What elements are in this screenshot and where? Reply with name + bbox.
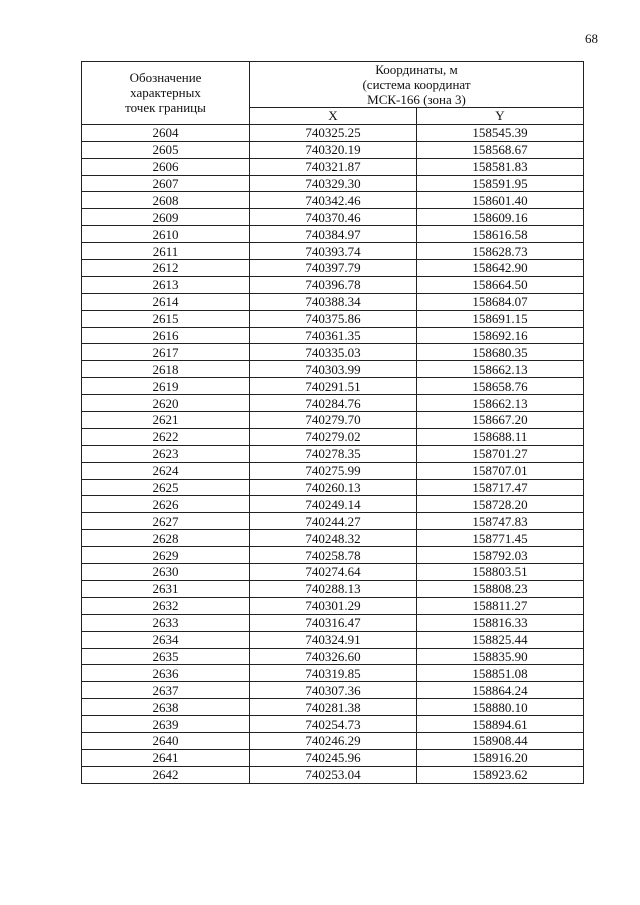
y-coordinate-cell: 158908.44 [417,732,584,749]
x-coordinate-cell: 740249.14 [250,496,417,513]
table-row [82,209,584,226]
table-row [82,361,584,378]
y-coordinate-cell: 158691.15 [417,310,584,327]
table-row [82,682,584,699]
point-id-cell: 2623 [82,445,250,462]
x-coordinate-cell: 740320.19 [250,141,417,158]
point-id-cell: 2619 [82,378,250,395]
point-id-cell: 2630 [82,564,250,581]
x-coordinate-cell: 740388.34 [250,293,417,310]
x-coordinate-cell: 740324.91 [250,631,417,648]
y-coordinate-cell: 158816.33 [417,614,584,631]
table-row [82,564,584,581]
table-row [82,141,584,158]
x-coordinate-cell: 740393.74 [250,243,417,260]
point-id-cell: 2636 [82,665,250,682]
y-coordinate-cell: 158568.67 [417,141,584,158]
point-id-cell: 2628 [82,530,250,547]
point-id-cell: 2638 [82,699,250,716]
table-row [82,192,584,209]
table-row [82,344,584,361]
table-row [82,530,584,547]
page-number: 68 [585,31,598,46]
table-row [82,462,584,479]
coordinates-table [81,61,584,784]
y-coordinate-cell: 158808.23 [417,580,584,597]
x-coordinate-cell: 740325.25 [250,124,417,141]
y-coordinate-cell: 158680.35 [417,344,584,361]
y-coordinate-cell: 158923.62 [417,766,584,783]
table-row [82,395,584,412]
point-id-cell: 2611 [82,243,250,260]
table-row [82,226,584,243]
table-row [82,648,584,665]
x-coordinate-cell: 740246.29 [250,732,417,749]
x-coordinate-cell: 740396.78 [250,276,417,293]
x-coordinate-cell: 740274.64 [250,564,417,581]
x-coordinate-cell: 740370.46 [250,209,417,226]
y-coordinate-cell: 158692.16 [417,327,584,344]
point-id-cell: 2609 [82,209,250,226]
point-id-cell: 2616 [82,327,250,344]
table-row [82,243,584,260]
x-coordinate-cell: 740284.76 [250,395,417,412]
table-row [82,327,584,344]
y-coordinate-cell: 158835.90 [417,648,584,665]
point-id-cell: 2608 [82,192,250,209]
table-row [82,580,584,597]
point-id-cell: 2614 [82,293,250,310]
point-id-cell: 2618 [82,361,250,378]
point-id-cell: 2615 [82,310,250,327]
y-coordinate-cell: 158880.10 [417,699,584,716]
y-coordinate-cell: 158662.13 [417,361,584,378]
x-coordinate-cell: 740316.47 [250,614,417,631]
x-coordinate-cell: 740279.02 [250,428,417,445]
point-id-cell: 2634 [82,631,250,648]
point-id-cell: 2605 [82,141,250,158]
x-coordinate-cell: 740281.38 [250,699,417,716]
y-coordinate-cell: 158664.50 [417,276,584,293]
table-row [82,749,584,766]
y-coordinate-cell: 158747.83 [417,513,584,530]
table-row [82,513,584,530]
x-coordinate-cell: 740361.35 [250,327,417,344]
table-body [82,124,584,783]
point-id-cell: 2627 [82,513,250,530]
point-id-cell: 2621 [82,412,250,429]
x-coordinate-cell: 740329.30 [250,175,417,192]
table-row [82,276,584,293]
x-coordinate-cell: 740301.29 [250,597,417,614]
y-coordinate-cell: 158717.47 [417,479,584,496]
x-coordinate-cell: 740245.96 [250,749,417,766]
table-row [82,766,584,783]
y-coordinate-cell: 158684.07 [417,293,584,310]
table-row [82,597,584,614]
point-id-cell: 2624 [82,462,250,479]
y-coordinate-cell: 158581.83 [417,158,584,175]
point-id-cell: 2641 [82,749,250,766]
y-coordinate-cell: 158658.76 [417,378,584,395]
point-id-cell: 2604 [82,124,250,141]
x-coordinate-cell: 740260.13 [250,479,417,496]
point-id-cell: 2635 [82,648,250,665]
point-id-cell: 2613 [82,276,250,293]
table-row [82,614,584,631]
y-coordinate-cell: 158545.39 [417,124,584,141]
table-row [82,310,584,327]
table-row [82,547,584,564]
x-coordinate-cell: 740258.78 [250,547,417,564]
table-row [82,260,584,277]
table-row [82,479,584,496]
x-column-header: X [250,108,417,125]
point-id-cell: 2610 [82,226,250,243]
y-coordinate-cell: 158803.51 [417,564,584,581]
y-coordinate-cell: 158616.58 [417,226,584,243]
coordinates-header-text: Координаты, м (система координат МСК-166 (зона 3) [362,62,471,107]
y-coordinate-cell: 158628.73 [417,243,584,260]
x-coordinate-cell: 740321.87 [250,158,417,175]
point-id-cell: 2625 [82,479,250,496]
x-coordinate-cell: 740275.99 [250,462,417,479]
x-coordinate-cell: 740303.99 [250,361,417,378]
table-row [82,175,584,192]
y-coordinate-cell: 158825.44 [417,631,584,648]
table-header [82,62,584,125]
y-coordinate-cell: 158916.20 [417,749,584,766]
y-coordinate-cell: 158728.20 [417,496,584,513]
y-coordinate-cell: 158601.40 [417,192,584,209]
point-id-cell: 2612 [82,260,250,277]
x-coordinate-cell: 740253.04 [250,766,417,783]
point-id-cell: 2626 [82,496,250,513]
x-coordinate-cell: 740326.60 [250,648,417,665]
x-coordinate-cell: 740288.13 [250,580,417,597]
table-row [82,699,584,716]
x-coordinate-cell: 740248.32 [250,530,417,547]
point-id-cell: 2639 [82,716,250,733]
table-row [82,158,584,175]
x-coordinate-cell: 740278.35 [250,445,417,462]
point-id-cell: 2633 [82,614,250,631]
y-coordinate-cell: 158591.95 [417,175,584,192]
y-coordinate-cell: 158792.03 [417,547,584,564]
point-id-cell: 2629 [82,547,250,564]
x-coordinate-cell: 740384.97 [250,226,417,243]
point-id-cell: 2622 [82,428,250,445]
y-coordinate-cell: 158688.11 [417,428,584,445]
y-coordinate-cell: 158894.61 [417,716,584,733]
y-coordinate-cell: 158667.20 [417,412,584,429]
point-id-cell: 2607 [82,175,250,192]
x-coordinate-cell: 740307.36 [250,682,417,699]
x-coordinate-cell: 740244.27 [250,513,417,530]
point-id-cell: 2617 [82,344,250,361]
table-row [82,428,584,445]
table-row [82,445,584,462]
x-coordinate-cell: 740319.85 [250,665,417,682]
point-id-cell: 2642 [82,766,250,783]
point-id-cell: 2637 [82,682,250,699]
table-row [82,665,584,682]
y-coordinate-cell: 158662.13 [417,395,584,412]
table-row [82,496,584,513]
x-coordinate-cell: 740342.46 [250,192,417,209]
point-id-cell: 2606 [82,158,250,175]
table-row [82,124,584,141]
table-row [82,716,584,733]
y-coordinate-cell: 158811.27 [417,597,584,614]
table-row [82,378,584,395]
designation-header-text: Обозначение характерных точек границы [125,70,206,116]
x-coordinate-cell: 740375.86 [250,310,417,327]
point-id-cell: 2631 [82,580,250,597]
x-coordinate-cell: 740335.03 [250,344,417,361]
y-coordinate-cell: 158609.16 [417,209,584,226]
x-coordinate-cell: 740279.70 [250,412,417,429]
point-id-cell: 2640 [82,732,250,749]
y-coordinate-cell: 158771.45 [417,530,584,547]
table-row [82,293,584,310]
y-coordinate-cell: 158851.08 [417,665,584,682]
table-row [82,412,584,429]
coordinates-header [250,62,584,108]
y-column-header: Y [417,108,584,125]
table-row [82,631,584,648]
y-coordinate-cell: 158864.24 [417,682,584,699]
point-id-cell: 2632 [82,597,250,614]
x-coordinate-cell: 740397.79 [250,260,417,277]
y-coordinate-cell: 158707.01 [417,462,584,479]
y-coordinate-cell: 158701.27 [417,445,584,462]
point-id-cell: 2620 [82,395,250,412]
table-row [82,732,584,749]
x-coordinate-cell: 740291.51 [250,378,417,395]
y-coordinate-cell: 158642.90 [417,260,584,277]
x-coordinate-cell: 740254.73 [250,716,417,733]
designation-header [82,62,250,125]
